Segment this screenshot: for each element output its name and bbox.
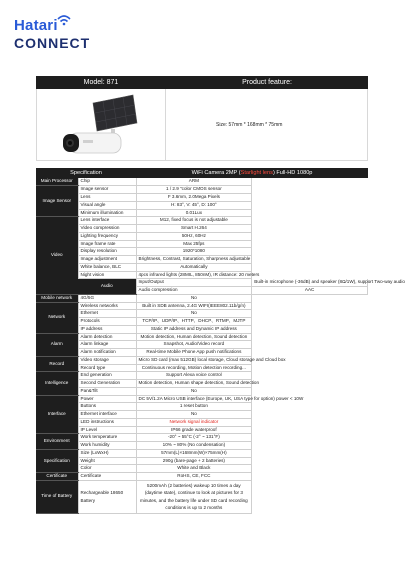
spec-key: Rechargeable 18650 Battery xyxy=(78,480,136,513)
spec-value: Automatically xyxy=(136,263,252,271)
table-row xyxy=(36,201,368,209)
spec-key: IP Level xyxy=(78,426,136,434)
spec-value: Micro SD card (max 512GB) local storage, Cloud storage and Cloud box xyxy=(136,356,252,364)
table-row xyxy=(36,333,368,341)
table-row xyxy=(36,380,368,388)
table-row xyxy=(36,480,368,513)
category-cell: Mobile network xyxy=(36,294,78,302)
spec-key: Visual angle xyxy=(78,201,136,209)
table-row xyxy=(36,349,368,357)
spec-header-text-a: WiFi Camera 2MP ( xyxy=(191,170,241,176)
table-row xyxy=(36,294,368,302)
spec-key: Weight xyxy=(78,457,136,465)
spec-value: 1 reset button xyxy=(136,403,252,411)
camera-image xyxy=(37,89,167,161)
spec-key: Work temperature xyxy=(78,434,136,442)
spec-key: Video storage xyxy=(78,356,136,364)
spec-value: Network signal indicator xyxy=(136,418,252,426)
spec-header-text-b: ) Full-HD 1080p xyxy=(272,170,313,176)
spec-value: Brightness, Contrast, Saturation, Sharpness adjustable xyxy=(136,256,252,264)
spec-key: Image adjustment xyxy=(78,256,136,264)
spec-value: 10% ~ 80% (No condensation) xyxy=(136,442,252,450)
spec-value: IP66 grade waterproof xyxy=(136,426,252,434)
spec-key: Power xyxy=(78,395,136,403)
spec-value: Support Alexa voice control xyxy=(136,372,252,380)
category-cell: Record xyxy=(36,356,78,372)
table-row xyxy=(36,256,368,264)
table-row xyxy=(36,411,368,419)
spec-value: Smart H.264 xyxy=(136,225,252,233)
model-header: Model: 871 xyxy=(36,76,166,89)
spec-key: Work humidity xyxy=(78,442,136,450)
category-cell: Environment xyxy=(36,434,78,450)
spec-key: Input/Output xyxy=(136,279,252,287)
spec-header-right xyxy=(136,168,368,178)
spec-key: Image sensor xyxy=(78,186,136,194)
category-cell: Specification xyxy=(36,449,78,472)
spec-key: Night vision xyxy=(78,271,136,279)
spec-value: AAC xyxy=(252,287,368,295)
spec-value: No xyxy=(136,387,252,395)
table-row xyxy=(36,240,368,248)
spec-value: RoHS, CE, FCC xyxy=(136,473,252,481)
spec-key: Color xyxy=(78,465,136,473)
spec-key: Lighting frequency xyxy=(78,232,136,240)
spec-key: End generation xyxy=(78,372,136,380)
spec-key: Lens xyxy=(78,194,136,202)
spec-key: Display resolution xyxy=(78,248,136,256)
product-size: Size: 57mm * 168mm * 75mm xyxy=(216,122,283,128)
spec-value: H: 83°, V: 45°, D: 100° xyxy=(136,201,252,209)
spec-key: Buttons xyxy=(78,403,136,411)
table-row xyxy=(36,395,368,403)
spec-key: Audio compression xyxy=(136,287,252,295)
table-row xyxy=(36,465,368,473)
brand-line1: Hatari xyxy=(14,17,58,34)
spec-value: Built in SDB antenna, 2.4G WIFI(IEEE802.11b/g/n) xyxy=(136,302,252,310)
spec-value: 5200mAh (2 batteries) wakeup 10 times a day (daytime state), continue to look at pictures for 3 minutes, and the battery life under SD card recording conditions is up to 2 months xyxy=(136,480,252,513)
table-row xyxy=(36,356,368,364)
spec-header-highlight: Starlight lens xyxy=(240,170,273,176)
brand-logo xyxy=(14,18,94,54)
spec-value: No xyxy=(136,310,252,318)
spec-key: Chip xyxy=(78,178,136,186)
table-row xyxy=(36,310,368,318)
category-cell: Time of Battery xyxy=(36,480,78,513)
table-row xyxy=(36,418,368,426)
table-row xyxy=(36,457,368,465)
spec-value: F 3.6mm, 2.0Mega Pixels xyxy=(136,194,252,202)
spec-value: 1 / 2.9 "color CMOS sensor xyxy=(136,186,252,194)
spec-key: Minimum illumination xyxy=(78,209,136,217)
spec-key: Wireless networks xyxy=(78,302,136,310)
spec-value: DC 5V/1.2A Micro USB interface (Europe, UK, USA type for option) power < 10W xyxy=(136,395,252,403)
spec-header-left: Specification xyxy=(36,168,136,178)
category-cell: Intelligence xyxy=(36,372,78,395)
spec-value: TCP/IP、UDP/IP、HTTP、DHCP、RTMP、MJTP xyxy=(136,318,252,326)
feature-header: Product feature: xyxy=(166,76,368,89)
spec-value: White and Black xyxy=(136,465,252,473)
category-cell: Image Sensor xyxy=(36,186,78,217)
spec-key: Size (LxWxH) xyxy=(78,449,136,457)
spec-value: No xyxy=(136,294,252,302)
spec-value: No xyxy=(136,411,252,419)
spec-value: 0.01Lux xyxy=(136,209,252,217)
table-row xyxy=(36,217,368,225)
spec-value: Motion detection, Human detection, Sound detection xyxy=(136,333,252,341)
spec-key: Alarm notification xyxy=(78,349,136,357)
spec-value: 57mm(L)×168mm(W)×75mm(H) xyxy=(136,449,252,457)
table-row xyxy=(36,318,368,326)
spec-key: Second Generation xyxy=(78,380,136,388)
table-row xyxy=(36,302,368,310)
brand-line2: CONNECT xyxy=(14,35,91,51)
spec-value: -20° ~ 55°C (-2° ~ 131°F) xyxy=(136,434,252,442)
spec-value: M12, fixed focus is not adjustable xyxy=(136,217,252,225)
table-row xyxy=(36,325,368,333)
spec-key: Ethernet interface xyxy=(78,411,136,419)
table-row xyxy=(36,364,368,372)
spec-value: Motion detection, Human shape detection, Sound detection xyxy=(136,380,252,388)
spec-key: Alarm detection xyxy=(78,333,136,341)
table-row xyxy=(36,403,368,411)
category-cell: Interface xyxy=(36,395,78,434)
table-row xyxy=(36,178,368,186)
table-row xyxy=(36,232,368,240)
spec-key: Lens interface xyxy=(78,217,136,225)
table-row xyxy=(36,263,368,271)
spec-key: Alarm linkage xyxy=(78,341,136,349)
spec-key: Ethernet xyxy=(78,310,136,318)
table-row xyxy=(36,194,368,202)
table-row xyxy=(36,434,368,442)
table-row xyxy=(36,341,368,349)
table-row xyxy=(36,426,368,434)
category-cell: Network xyxy=(36,302,78,333)
spec-value: Real-time Mobile Phone App push notifications xyxy=(136,349,252,357)
spec-key: Video compression xyxy=(78,225,136,233)
table-row xyxy=(36,442,368,450)
table-row xyxy=(36,473,368,481)
table-row xyxy=(36,248,368,256)
spec-value: Static IP address and Dynamic IP address xyxy=(136,325,252,333)
table-row xyxy=(36,387,368,395)
table-row xyxy=(36,279,368,287)
spec-value: Snapshot, Audio/Video record xyxy=(136,341,252,349)
table-row xyxy=(36,225,368,233)
table-row xyxy=(36,449,368,457)
spec-value: 50Hz, 60Hz xyxy=(136,232,252,240)
category-cell: Main Processor xyxy=(36,178,78,186)
table-row xyxy=(36,372,368,380)
spec-value: 4pcs infrared lights (28MIL, 850nM), IR distance: 20 meters xyxy=(136,271,252,279)
table-row xyxy=(36,186,368,194)
spec-table xyxy=(36,178,405,514)
table-row xyxy=(36,271,368,279)
spec-key: Pan&Tilt xyxy=(78,387,136,395)
spec-value: ARM xyxy=(136,178,252,186)
spec-key: IP address xyxy=(78,325,136,333)
spec-value: 290g (bare-page + 2 batteries) xyxy=(136,457,252,465)
spec-key: Protocols xyxy=(78,318,136,326)
category-cell: Audio xyxy=(78,279,136,295)
spec-key: 4G/5G xyxy=(78,294,136,302)
spec-value: Continuous recording, Motion detection recording... xyxy=(136,364,252,372)
spec-value: Built-in microphone (-36dB) and speaker (8Ω/1W), support Two-way audio xyxy=(252,279,368,287)
wifi-icon xyxy=(56,14,72,26)
product-info xyxy=(166,89,368,161)
table-row xyxy=(36,209,368,217)
product-photo xyxy=(36,89,166,161)
spec-value: 1920*1080 xyxy=(136,248,252,256)
spec-key: Image frame rate xyxy=(78,240,136,248)
spec-key: LED instructions xyxy=(78,418,136,426)
category-cell: Video xyxy=(36,217,78,295)
spec-key: White balance, BLC xyxy=(78,263,136,271)
spec-key: Certificate xyxy=(78,473,136,481)
spec-value: Max 25fps xyxy=(136,240,252,248)
category-cell: Certificate xyxy=(36,473,78,481)
spec-key: Record type xyxy=(78,364,136,372)
category-cell: Alarm xyxy=(36,333,78,356)
